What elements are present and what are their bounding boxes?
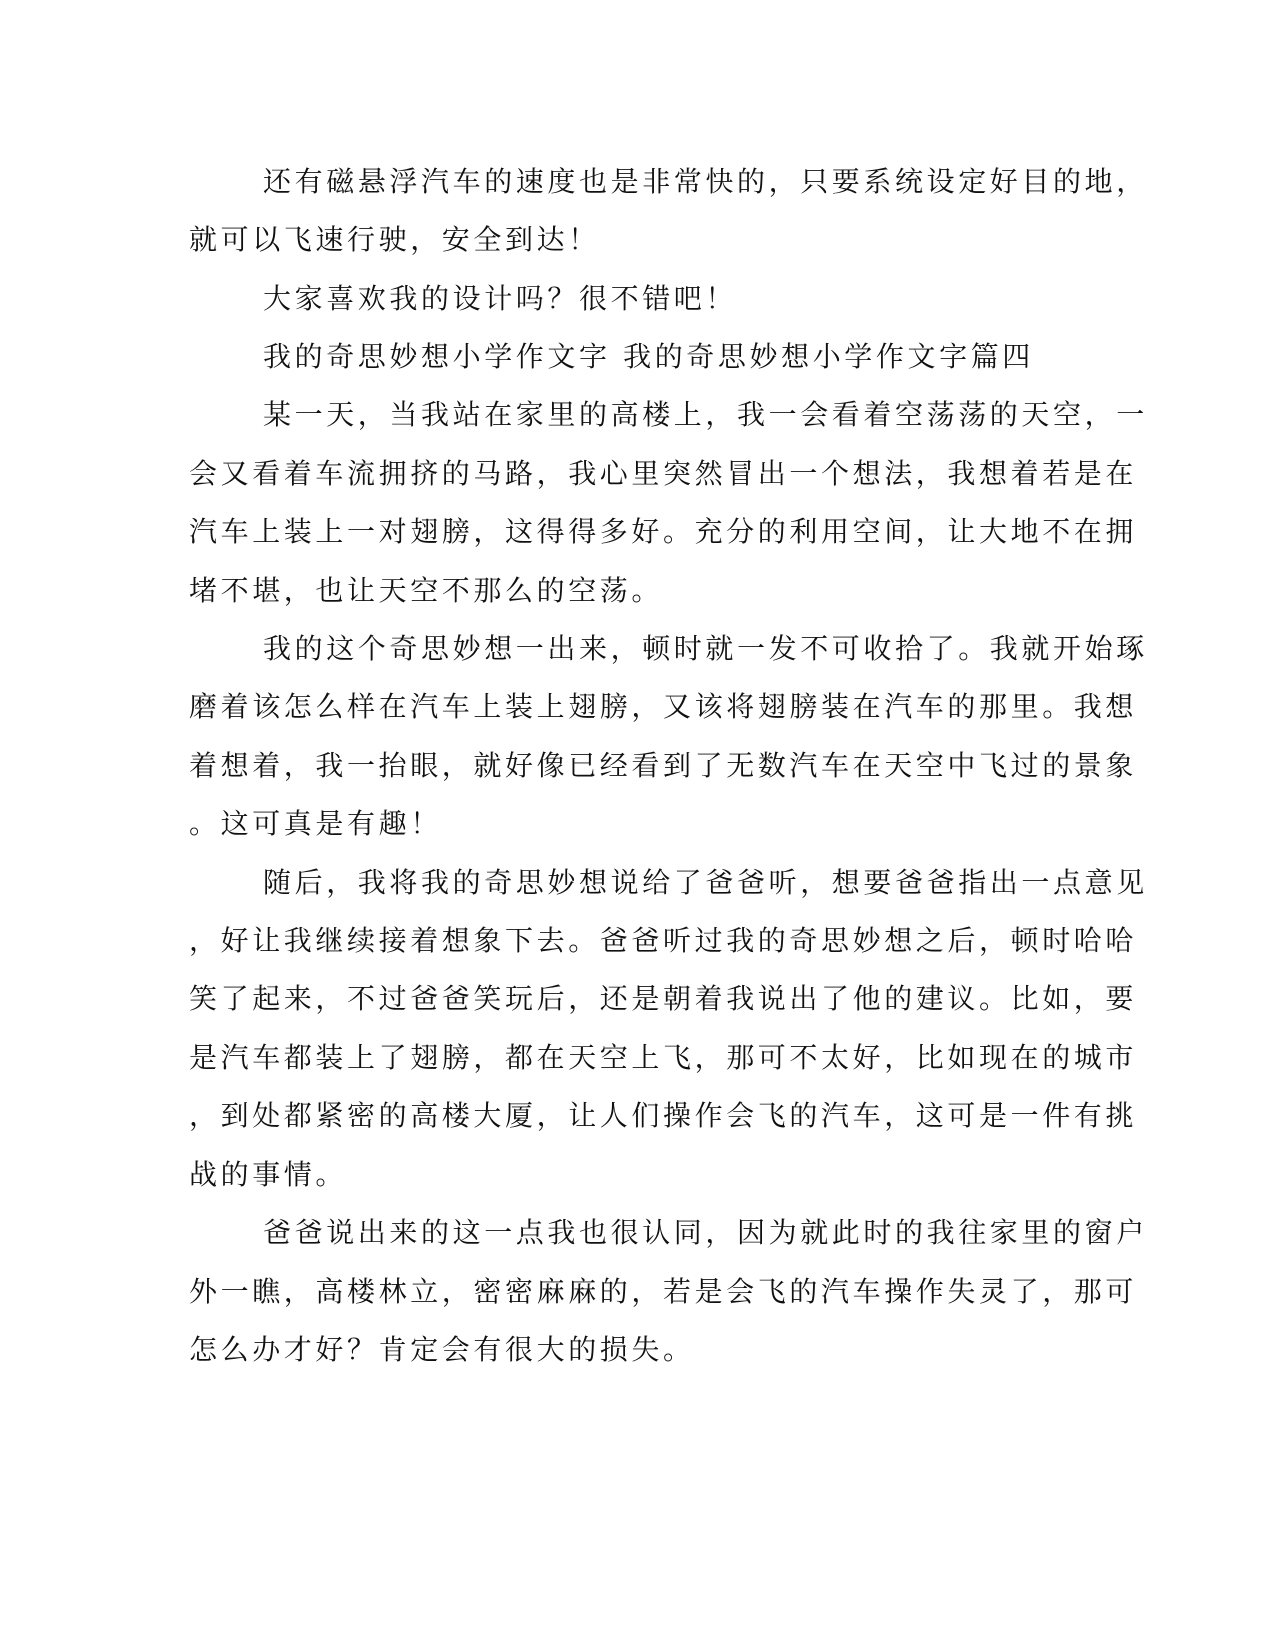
paragraph-line: 笑了起来，不过爸爸笑玩后，还是朝着我说出了他的建议。比如，要: [189, 982, 1138, 1015]
paragraph-line: 爸爸说出来的这一点我也很认同，因为就此时的我往家里的窗户: [263, 1216, 1148, 1249]
paragraph-line: ，好让我继续接着想象下去。爸爸听过我的奇思妙想之后，顿时哈哈: [189, 924, 1138, 957]
paragraph-line: 会又看着车流拥挤的马路，我心里突然冒出一个想法，我想着若是在: [189, 457, 1138, 490]
paragraph-line: 外一瞧，高楼林立，密密麻麻的，若是会飞的汽车操作失灵了，那可: [189, 1275, 1138, 1308]
paragraph-line: 还有磁悬浮汽车的速度也是非常快的，只要系统设定好目的地，: [263, 165, 1148, 198]
section-heading: 我的奇思妙想小学作文字 我的奇思妙想小学作文字篇四: [263, 340, 1034, 373]
paragraph-line: 某一天，当我站在家里的高楼上，我一会看着空荡荡的天空，一: [263, 398, 1148, 431]
paragraph-line: 我的这个奇思妙想一出来，顿时就一发不可收拾了。我就开始琢: [263, 632, 1148, 665]
paragraph-line: 着想着，我一抬眼，就好像已经看到了无数汽车在天空中飞过的景象: [189, 749, 1138, 782]
paragraph-line: ，到处都紧密的高楼大厦，让人们操作会飞的汽车，这可是一件有挑: [189, 1099, 1138, 1132]
paragraph-line: 随后，我将我的奇思妙想说给了爸爸听，想要爸爸指出一点意见: [263, 866, 1148, 899]
paragraph-line: 大家喜欢我的设计吗？很不错吧！: [263, 282, 738, 315]
paragraph-line: 怎么办才好？肯定会有很大的损失。: [189, 1333, 695, 1366]
paragraph-line: 磨着该怎么样在汽车上装上翅膀，又该将翅膀装在汽车的那里。我想: [189, 690, 1138, 723]
paragraph-line: 堵不堪，也让天空不那么的空荡。: [189, 574, 664, 607]
paragraph-line: 就可以飞速行驶，安全到达！: [189, 223, 600, 256]
paragraph-line: 。这可真是有趣！: [189, 807, 442, 840]
paragraph-line: 是汽车都装上了翅膀，都在天空上飞，那可不太好，比如现在的城市: [189, 1041, 1138, 1074]
paragraph-line: 战的事情。: [189, 1158, 348, 1191]
paragraph-line: 汽车上装上一对翅膀，这得得多好。充分的利用空间，让大地不在拥: [189, 515, 1138, 548]
